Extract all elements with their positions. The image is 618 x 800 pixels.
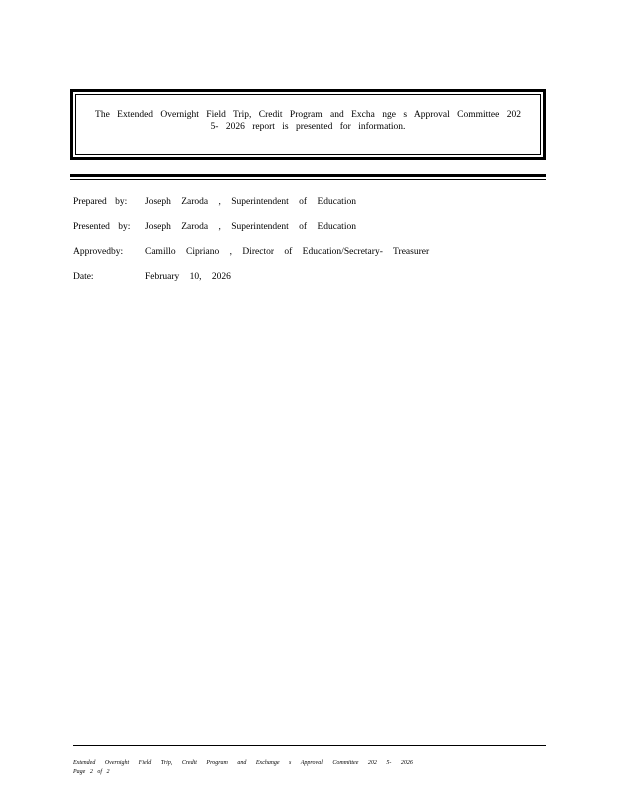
presented-by-label: Presented by: (73, 222, 131, 232)
recommendation-text: The Extended Overnight Field Trip, Credit Program and Excha nge s Approval Committee 202 5- 2026 report is presented for information. (95, 109, 521, 132)
footer-page-number: Page 2 of 2 (73, 769, 110, 775)
date-value: February 10, 2026 (145, 272, 231, 282)
footer-rule (73, 745, 546, 746)
approved-by-value: Camillo Cipriano , Director of Education/Secretary- Treasurer (145, 247, 430, 257)
footer-title: Extended Overnight Field Trip, Credit Program and Exchange s Approval Committee 202 5- 2026 (73, 760, 413, 766)
presented-by-value: Joseph Zaroda , Superintendent of Education (145, 222, 356, 232)
date-label: Date: (73, 272, 94, 282)
prepared-by-value: Joseph Zaroda , Superintendent of Education (145, 197, 356, 207)
divider-thin-line (70, 179, 546, 180)
approved-by-label: Approvedby: (73, 247, 124, 257)
prepared-by-label: Prepared by: (73, 197, 128, 207)
recommendation-box (70, 89, 546, 160)
recommendation-box-inner (75, 94, 541, 155)
section-divider (70, 174, 546, 180)
divider-thick-line (70, 174, 546, 177)
